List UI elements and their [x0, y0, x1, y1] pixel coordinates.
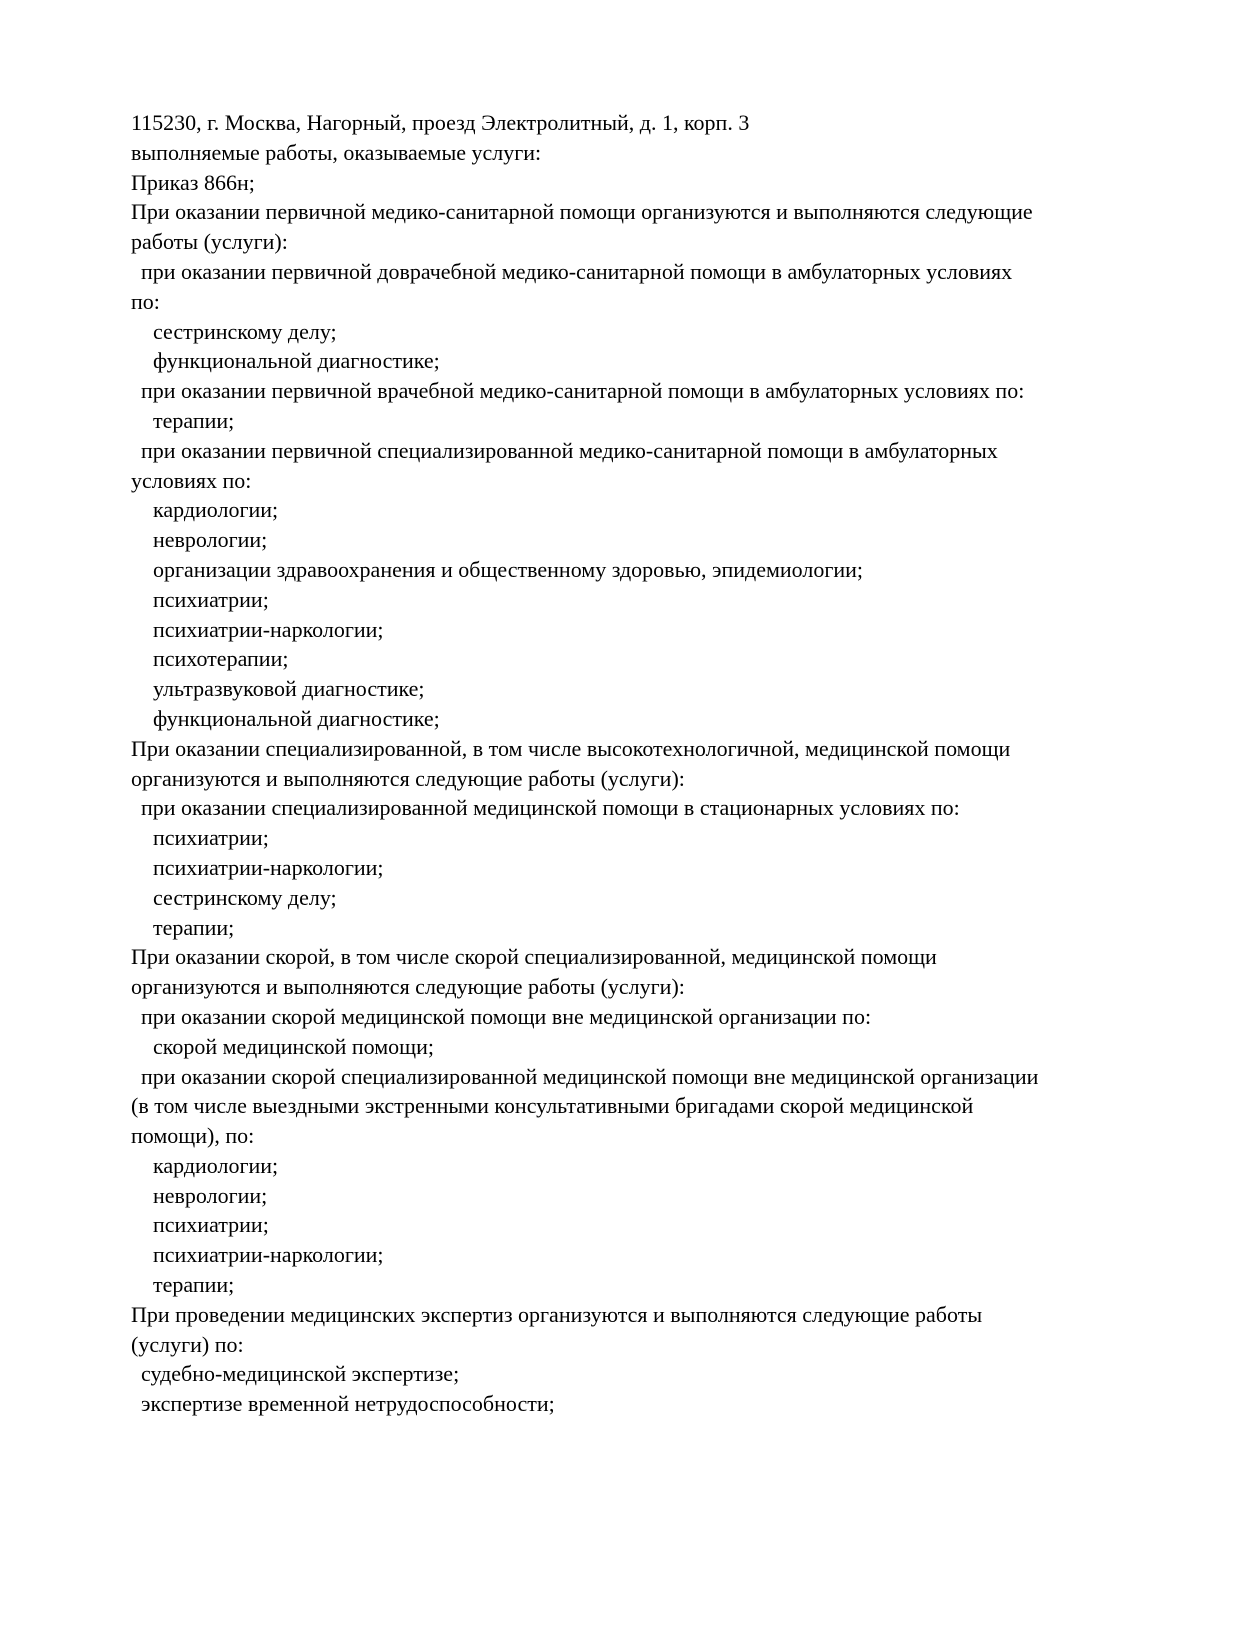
text-line: психиатрии-наркологии;	[153, 616, 384, 642]
text-line: психиатрии;	[153, 1212, 269, 1238]
text-line: терапии;	[153, 407, 235, 433]
text-line: при оказании специализированной медицинской помощи в стационарных условиях по:	[141, 795, 960, 821]
text-line: психотерапии;	[153, 646, 289, 672]
text-line: ультразвуковой диагностике;	[153, 676, 425, 702]
text-line: неврологии;	[153, 527, 268, 553]
text-line: терапии;	[153, 1272, 235, 1298]
text-line: (услуги) по:	[131, 1331, 244, 1357]
text-line: При проведении медицинских экспертиз организуются и выполняются следующие работы	[131, 1301, 983, 1327]
text-line: судебно-медицинской экспертизе;	[141, 1361, 460, 1387]
text-line: (в том числе выездными экстренными консультативными бригадами скорой медицинской	[131, 1093, 974, 1119]
text-line: при оказании первичной специализированной медико-санитарной помощи в амбулаторных	[141, 437, 998, 463]
document-body	[131, 108, 1200, 1419]
text-line: функциональной диагностике;	[153, 348, 440, 374]
text-line: При оказании специализированной, в том числе высокотехнологичной, медицинской помощи	[131, 735, 1011, 761]
text-line: экспертизе временной нетрудоспособности;	[141, 1391, 555, 1417]
text-line: при оказании скорой медицинской помощи вне медицинской организации по:	[141, 1003, 872, 1029]
text-line: организуются и выполняются следующие работы (услуги):	[131, 974, 685, 1000]
text-line: психиатрии-наркологии;	[153, 1242, 384, 1268]
text-line: организации здравоохранения и общественному здоровью, эпидемиологии;	[153, 556, 864, 582]
text-line: по:	[131, 288, 160, 314]
text-line: 115230, г. Москва, Нагорный, проезд Электролитный, д. 1, корп. 3	[131, 110, 750, 135]
text-line: условиях по:	[131, 467, 252, 493]
text-line: при оказании скорой специализированной медицинской помощи вне медицинской организации	[141, 1063, 1039, 1089]
text-line: психиатрии;	[153, 586, 269, 612]
text-line: сестринскому делу;	[153, 318, 337, 344]
text-line: функциональной диагностике;	[153, 705, 440, 731]
text-line: При оказании скорой, в том числе скорой специализированной, медицинской помощи	[131, 944, 937, 970]
text-line: работы (услуги):	[131, 229, 288, 255]
text-line: неврологии;	[153, 1182, 268, 1208]
text-line: психиатрии;	[153, 825, 269, 851]
text-line: при оказании первичной врачебной медико-санитарной помощи в амбулаторных условиях по:	[141, 378, 1025, 404]
text-line: психиатрии-наркологии;	[153, 854, 384, 880]
text-line: скорой медицинской помощи;	[153, 1033, 435, 1059]
text-line: При оказании первичной медико-санитарной помощи организуются и выполняются следующие	[131, 199, 1033, 225]
text-line: терапии;	[153, 914, 235, 940]
text-line: помощи), по:	[131, 1123, 255, 1149]
text-line: организуются и выполняются следующие работы (услуги):	[131, 765, 685, 791]
text-line: Приказ 866н;	[131, 169, 255, 195]
text-line: сестринскому делу;	[153, 884, 337, 910]
text-line: при оказании первичной доврачебной медико-санитарной помощи в амбулаторных условиях	[141, 258, 1013, 284]
text-line: выполняемые работы, оказываемые услуги:	[131, 139, 542, 165]
text-line: кардиологии;	[153, 497, 279, 523]
text-line: кардиологии;	[153, 1152, 279, 1178]
